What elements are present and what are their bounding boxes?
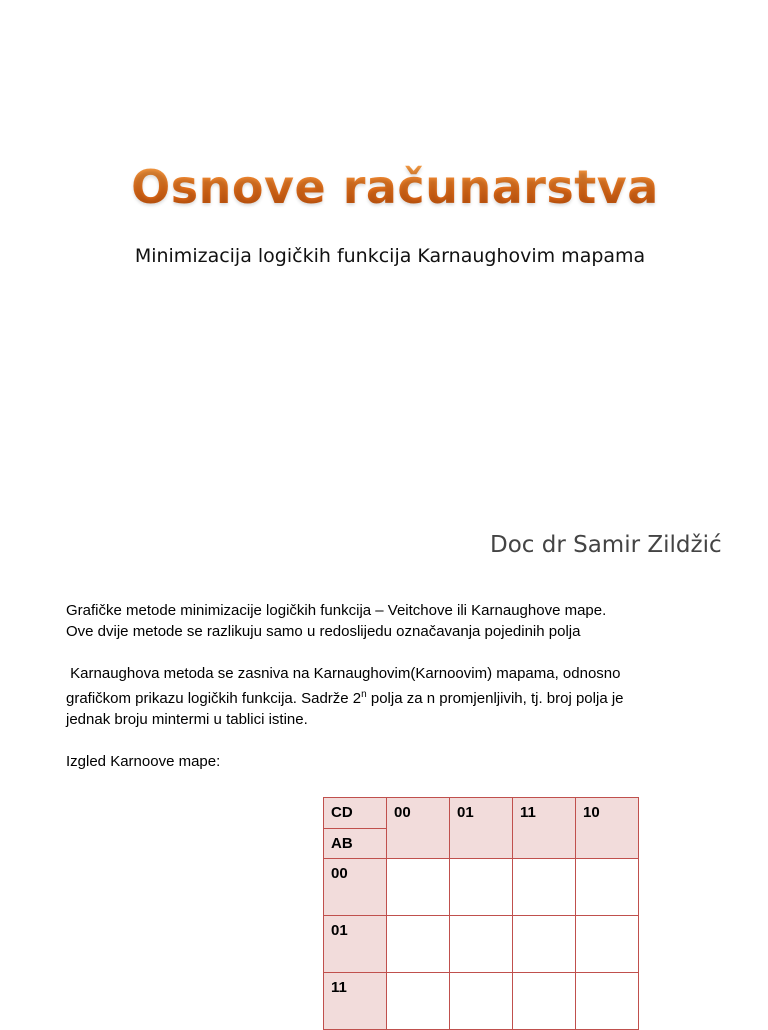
text-fragment: polja za n promjenljivih, tj. broj polja je: [366, 690, 624, 707]
paragraph-line: Grafičke metode minimizacije logičkih funkcija – Veitchove ili Karnaughove mape.: [66, 602, 607, 619]
map-cell: [576, 916, 639, 973]
map-cell: [450, 916, 513, 973]
row-header: 01: [324, 916, 387, 973]
author-name: Doc dr Samir Zildžić: [490, 532, 722, 558]
row-header: 00: [324, 859, 387, 916]
paragraph-line: [66, 684, 756, 709]
map-cell: [450, 973, 513, 1030]
map-cell: [513, 973, 576, 1030]
col-header: 01: [450, 798, 513, 859]
slide-title: Osnove računarstva: [0, 160, 768, 214]
map-cell: [576, 859, 639, 916]
map-cell: [387, 916, 450, 973]
map-cell: [513, 916, 576, 973]
col-var-label: CD: [324, 798, 387, 829]
karnaugh-map: [323, 797, 639, 1030]
paragraph-line: Karnaughova metoda se zasniva na Karnaughovim(Karnoovim) mapama, odnosno: [66, 665, 621, 682]
slide-subtitle: Minimizacija logičkih funkcija Karnaughovim mapama: [134, 245, 646, 267]
map-cell: [513, 859, 576, 916]
map-cell: [387, 973, 450, 1030]
map-cell: [576, 973, 639, 1030]
col-header: 10: [576, 798, 639, 859]
col-header: 11: [513, 798, 576, 859]
body-text: [66, 600, 756, 772]
paragraph-line: Ove dvije metode se razlikuju samo u redoslijedu označavanja pojedinih polja: [66, 623, 581, 640]
map-cell: [387, 859, 450, 916]
map-cell: [450, 859, 513, 916]
row-header: 11: [324, 973, 387, 1030]
col-header: 00: [387, 798, 450, 859]
paragraph-line: Izgled Karnoove mape:: [66, 753, 221, 770]
row-var-label: AB: [324, 829, 387, 859]
text-fragment: grafičkom prikazu logičkih funkcija. Sadrže 2: [66, 690, 362, 707]
superscript-n: n: [361, 689, 367, 700]
paragraph-line: jednak broju mintermi u tablici istine.: [66, 711, 308, 728]
